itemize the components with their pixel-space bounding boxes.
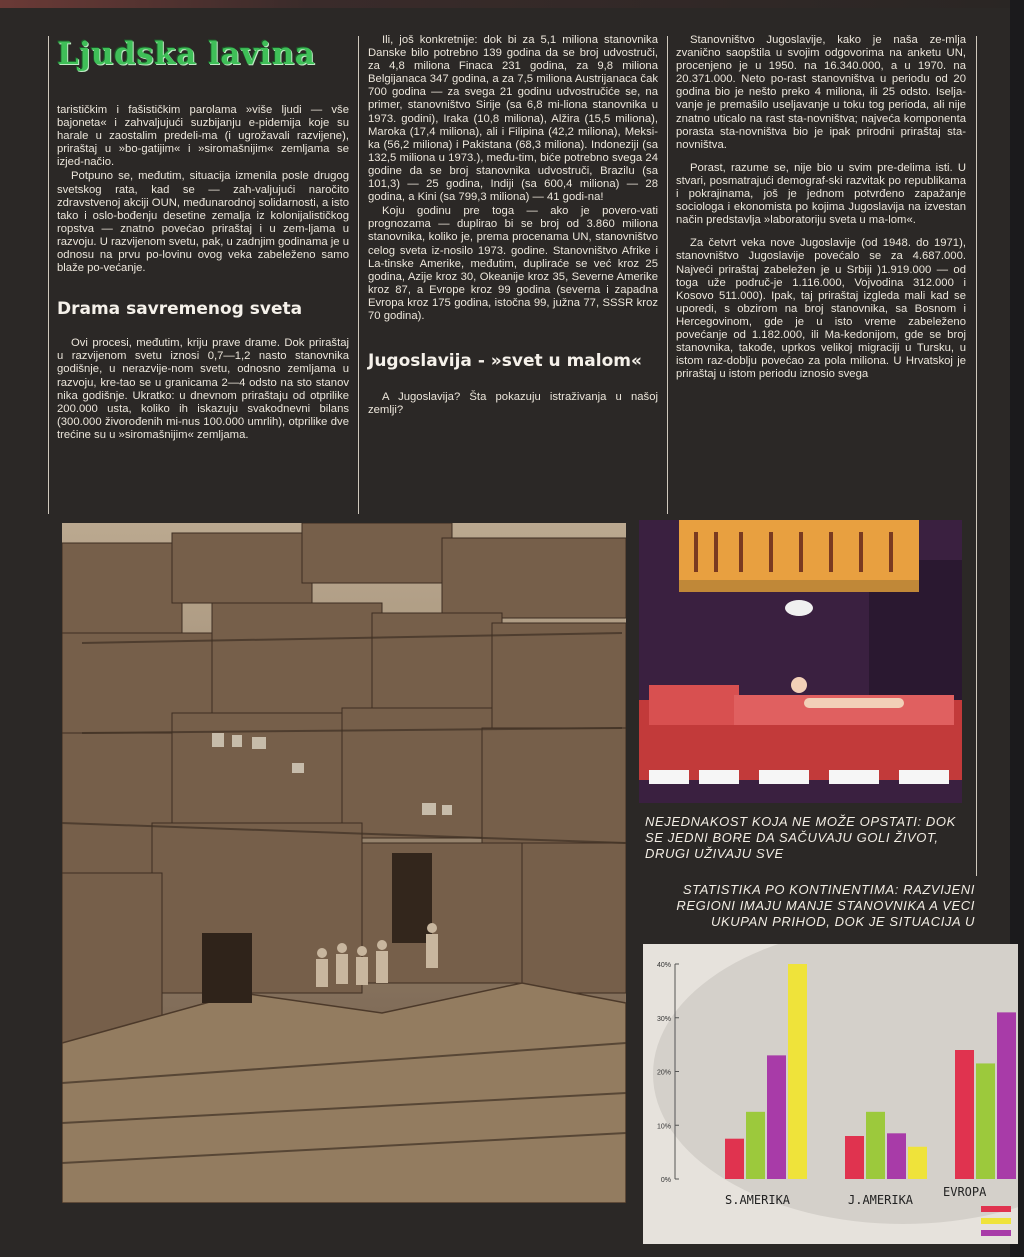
chart-caption: STATISTIKA PO KONTINENTIMA: RAZVIJENI REGIONI IMAJU MANJE STANOVNIKA A VECI UKUPAN PRIHOD, DOK JE SITUACIJA U (676, 882, 975, 929)
y-tick-label: 10% (656, 1123, 671, 1131)
column-rule-2 (667, 36, 668, 514)
y-tick-label: 40% (656, 962, 671, 969)
room-photo-caption: NEJEDNAKOST KOJA NE MOŽE OPSTATI: DOK SE JEDNI BORE DA SAČUVAJU GOLI ŽIVOT, DRUGI UŽIVAJU SVE (645, 814, 956, 861)
legend-swatch-red (981, 1206, 1011, 1212)
article-column-1 (57, 34, 349, 443)
bar-jamerika-3 (908, 1147, 927, 1179)
col3-paragraph-1: Stanovništvo Jugoslavije, kako je naša ze-mlja zvanično saopštila u svojim odgovorima na anketu UN, procenjeno je u 1950. na 16.340.000, a u 1970. na 20.371.000. Neto po-rast stanovništva u periodu od 20 godina bio je nešto preko 4 miliona, ili 25 odsto. Iselja-vanje je premašilo useljavanje u toku tog perioda, ali nije znatno uticalo na rast sta-novništva; najveća komponenta porasta sta-novništva bio je ipak prirodni priraštaj sta-novništva. (676, 34, 966, 151)
col3-paragraph-3: Za četvrt veka nove Jugoslavije (od 1948. do 1971), stanovništvo Jugoslavije povećalo se za 4.687.000. Najveći priraštaj zabeležen je u Srbiji )1.919.000 — od toga uže područ-je 1.116.000, Vojvodina 312.000 i Kosovo 511.000). Ipak, taj priraštaj izgleda mali kad se uporedi, s obzirom na broj stanovnika, sa Bosnom i Hercegovinom, gde je u isto vreme zabeleženo povećanje od 1.182.000, ili Ma-kedonijom, gde se broj stanovnika, takođe, uprkos velikoj migraciji u Tursku, u istom raz-doblju povećao za pola miliona. U Hrvatskoj je priraštaj u istom periodu iznosio svega (676, 237, 966, 381)
col1-paragraph-3: Ovi procesi, međutim, kriju prave drame. Dok priraštaj u razvijenom svetu iznosi 0,7—1,2 nasto stanovnika godišnje, u nerazvije-nom svetu, odnosno zemljama u razvoju, kre-tao se u granicama 2—4 odsto na sto stanov nika godišnje. Ukratko: u dnevnom priraštaju od otprilike 200.000 usta, koliko ih iskazuju svakodnevni bilans (300.000 živorođenih mi-nus 100.000 umrlih), otprilike dve trećine su u »siromašnijim« zemljama. (57, 337, 349, 441)
bar-chart-svg (643, 944, 1018, 1244)
bar-samerika-1 (746, 1112, 765, 1179)
bar-samerika-3 (788, 964, 807, 1179)
bar-jamerika-2 (887, 1133, 906, 1179)
bar-samerika-0 (725, 1139, 744, 1179)
column-rule-right (976, 36, 977, 876)
shanty-town-illustration (62, 523, 626, 1203)
bar-jamerika-0 (845, 1136, 864, 1179)
legend-swatches (981, 1206, 1011, 1236)
legend-swatch-yellow (981, 1218, 1011, 1224)
column-rule-1 (358, 36, 359, 514)
shanty-town-photo (62, 523, 626, 1203)
col1-paragraph-1: tarističkim i fašističkim parolama »više ljudi — vše bajoneta« i zahvaljujući suzbijanju e-pidemija koje su harale u zaostalim predeli-ma (i ugrožavali razvijene), priraštaj u »bo-gatijim« i »siromašnijim« zemljama se izjed-načio. (57, 104, 349, 169)
category-label-2: EVROPA (943, 1185, 987, 1199)
luxury-room-photo (639, 520, 962, 803)
bar-samerika-2 (767, 1055, 786, 1179)
bar-jamerika-1 (866, 1112, 885, 1179)
y-tick-label: 30% (656, 1015, 671, 1023)
col2-paragraph-3: A Jugoslavija? Šta pokazuju istraživanja u našoj zemlji? (368, 391, 658, 417)
section-heading-drama: Drama savremenog sveta (57, 299, 303, 320)
col2-paragraph-1a: Ili, još konkretnije: dok bi za 5,1 miliona stanovnika Danske bilo potrebno 139 godina da se broj udvostruči, za 4,8 miliona Finaca 231 godina, za 9,8 miliona Belgijanaca 347 godina, a za 7,5 miliona (368, 34, 658, 86)
col1-paragraph-2: Potpuno se, međutim, situacija izmenila posle drugog svetskog rata, kad se — zah-valjujući naročito zdravstvenoj akciji OUN, međunarodnoj solidarnosti, a isto tako i oslo-bođenju desetine zemalja iz kolonijalističkog ropstva — znatno povećao priraštaj i u zem-ljama u razvoju. U razvijenom svetu, pak, u zadnjim godinama je u odnosu na prvu po-lovinu ovog veka zabeleženo samo blaže po-većanje. (57, 170, 349, 275)
top-edge (0, 0, 1024, 8)
category-label-1: J.AMERIKA (848, 1193, 914, 1207)
section-heading-jugoslavija: Jugoslavija - »svet u malom« (368, 351, 642, 372)
y-tick-label: 20% (656, 1069, 671, 1077)
luxury-room-illustration (639, 520, 962, 803)
continent-statistics-chart (643, 944, 1018, 1244)
column-rule-left (48, 36, 49, 514)
bar-evropa-1 (976, 1063, 995, 1179)
category-label-0: S.AMERIKA (725, 1193, 791, 1207)
bar-evropa-0 (955, 1050, 974, 1179)
col2-paragraph-1b: Austrijanaca čak 700 godina — za svega 21 godinu udvostručiće se, na primer, stanovništvo Sirije (sa 6,8 mi-liona stanovnika u 1973. godini), Iraka (10,8 miliona), Alžira (15,5 miliona), Maroka (17,4 miliona), ali i Filipina (42,2 miliona), Meksi-ka (56,2 miliona) i Pakistana (68,3 miliona). Indoneziji (sa 132,5 miliona u 1973.), među-tim, biće potrebno svega 24 godine da se broj stanovnika udvostruči, Brazilu (sa 101,3) — 25 godina, Indiji (sa 600,4 miliona) — 28 godina, a Kini (sa 799,3 miliona) — 41 godi-na! (368, 73, 659, 204)
col2-paragraph-1 (368, 34, 658, 204)
col2-paragraph-2: Koju godinu pre toga — ako je povero-vati prognozama — duplirao bi se broj od 3.860 miliona stanovnika, koliko je, prema procenama UN, stanovništvo celog sveta iz-nosilo 1973. godine. Stanovništvo Afrike i La-tinske Amerike, međutim, dupliraće se već kroz 25 godina, Azije kroz 30, Okeanije kroz 35, Severne Amerike kroz 87, a Evrope kroz 99 godina (severna i zapadna Evropa kroz 175 godina, istočna 99, južna 77, SSSR kroz 70 godina). (368, 205, 658, 322)
article-column-3 (676, 34, 966, 382)
y-tick-label: 0% (660, 1177, 671, 1184)
article-column-2 (368, 34, 658, 418)
col3-paragraph-2: Porast, razume se, nije bio u svim pre-delima isti. U stvari, posmatrajući demograf-ski razvitak po republikama i pokrajinama, još je jednom potvrđeno zapažanje sociologa i ekonomista po kojima Jugoslavija na izvestan način predstavlja »laboratoriju sveta u ma-lom«. (676, 161, 966, 227)
bar-evropa-2 (997, 1012, 1016, 1179)
article-title: Ljudska lavina (57, 36, 316, 72)
legend-swatch-purple (981, 1230, 1011, 1236)
